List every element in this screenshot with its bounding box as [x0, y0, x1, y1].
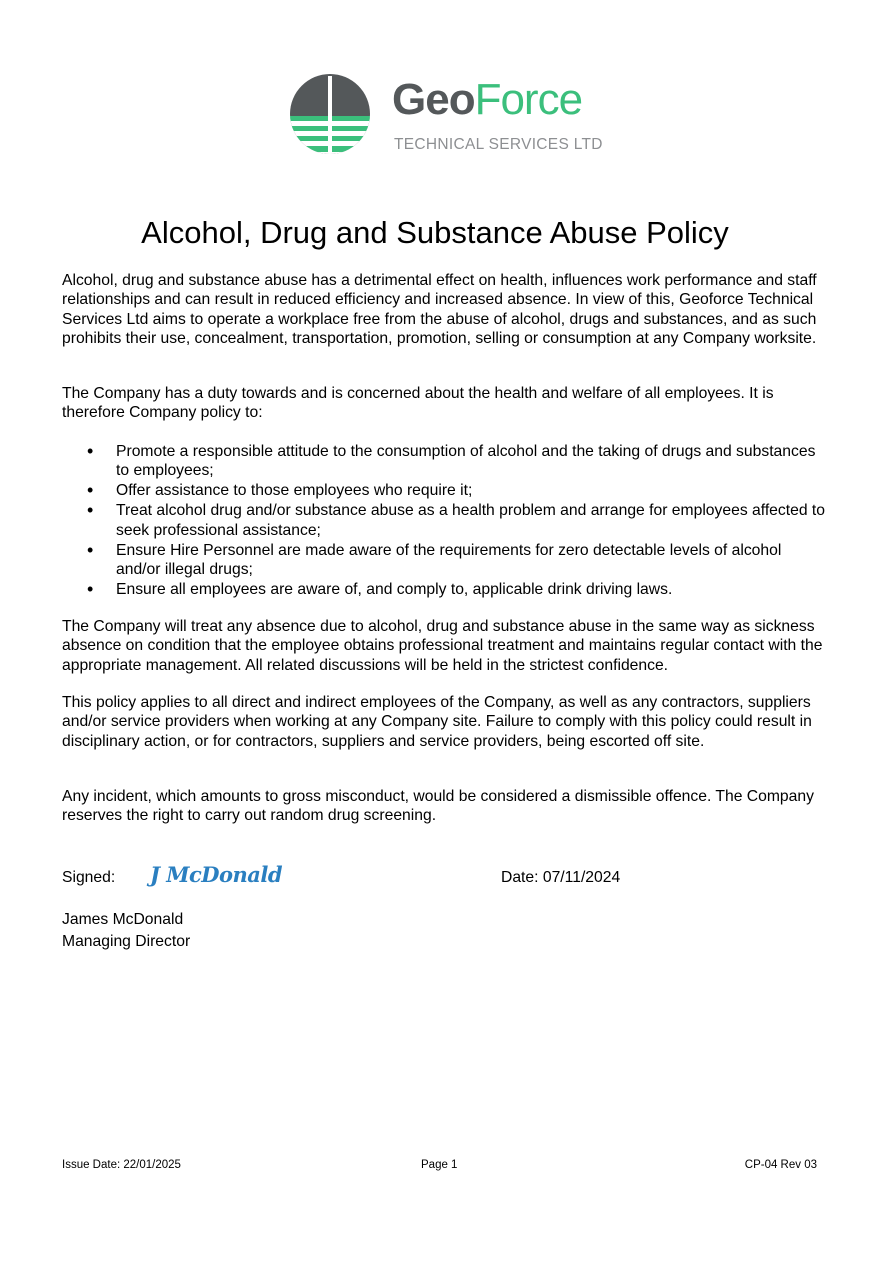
logo-subtitle: TECHNICAL SERVICES LTD — [394, 136, 603, 153]
logo-word-force: Force — [474, 75, 583, 124]
list-item: • Offer assistance to those employees who require it; — [62, 481, 830, 500]
list-item: • Ensure Hire Personnel are made aware of the requirements for zero detectable levels of alcohol and/or illegal drugs; — [62, 541, 830, 580]
page-title: Alcohol, Drug and Substance Abuse Policy — [141, 215, 729, 250]
list-item: • Treat alcohol drug and/or substance abuse as a health problem and arrange for employees affected to seek professional assistance; — [62, 501, 830, 540]
logo-wordmark — [392, 75, 583, 124]
misconduct-paragraph: Any incident, which amounts to gross misconduct, would be considered a dismissible offence. The Company reserves the right to carry out random drug screening. — [62, 788, 814, 825]
list-item: • Promote a responsible attitude to the consumption of alcohol and the taking of drugs and substances to employees; — [62, 442, 830, 481]
intro-paragraph: Alcohol, drug and substance abuse has a detrimental effect on health, influences work performance and staff relationships and can result in reduced efficiency and increased absence. In view of this, Geoforce Technical Services Ltd aims to operate a workplace free from the abuse of alcohol, drugs and substances, and as such prohibits their use, concealment, transportation, promotion, selling or consumption at any Company worksite. — [62, 272, 817, 347]
signatory-name: James McDonald — [62, 911, 184, 928]
footer-document-ref: CP-04 Rev 03 — [744, 1159, 817, 1171]
footer-page-number: Page 1 — [421, 1159, 458, 1171]
signature-row — [62, 862, 842, 898]
signature-date: Date: 07/11/2024 — [501, 869, 621, 886]
scope-paragraph: This policy applies to all direct and indirect employees of the Company, as well as any contractors, suppliers and/or service providers when working at any Company site. Failure to comply with this policy could result in disciplinary action, or for contractors, suppliers and service providers, being escorted off site. — [62, 694, 812, 750]
logo-word-geo: Geo — [392, 75, 475, 124]
absence-paragraph: The Company will treat any absence due to alcohol, drug and substance abuse in the same way as sickness absence on condition that the employee obtains professional treatment and maintains regular contact with the appropriate management. All related discussions will be held in the strictest confidence. — [62, 618, 823, 674]
footer-issue-date: Issue Date: 22/01/2025 — [62, 1159, 181, 1171]
policy-list — [62, 442, 830, 600]
signatory-block — [62, 909, 190, 953]
signatory-role: Managing Director — [62, 933, 191, 950]
handwritten-signature: J McDonald — [150, 862, 283, 887]
geoforce-globe-logo-icon — [288, 72, 372, 156]
signed-label: Signed: — [62, 869, 116, 886]
company-logo — [288, 72, 618, 162]
duty-paragraph: The Company has a duty towards and is concerned about the health and welfare of all employees. It is therefore Company policy to: — [62, 385, 774, 422]
list-item: • Ensure all employees are aware of, and comply to, applicable drink driving laws. — [62, 580, 830, 599]
